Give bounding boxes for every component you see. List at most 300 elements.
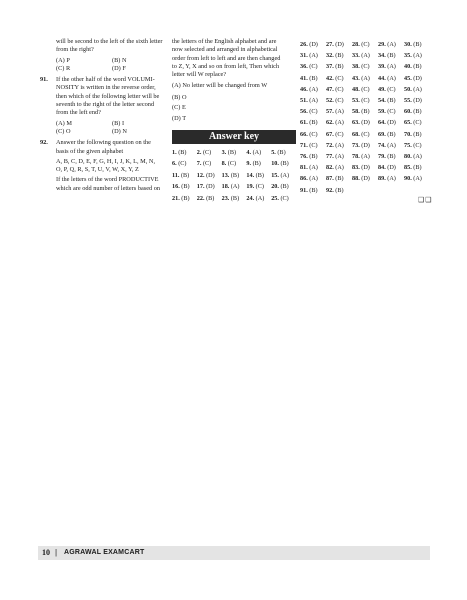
answer-key-column — [300, 40, 430, 196]
answer-key-answer: (C) — [335, 130, 344, 138]
answer-key-answer: (A) — [335, 119, 344, 127]
text-line: then which of the following letter will be — [56, 92, 160, 100]
answer-key-entry — [300, 96, 326, 106]
text-line: will be second to the left of the sixth letter — [56, 38, 163, 45]
answer-key-entry — [271, 148, 296, 159]
answer-key-number: 34. — [378, 52, 386, 60]
answer-key-answer: (B) — [335, 52, 344, 60]
answer-key-entry — [300, 174, 326, 184]
answer-key-answer: (B) — [181, 194, 190, 202]
answer-key-entry — [197, 194, 222, 205]
answer-key-entry — [326, 96, 352, 106]
answer-key-entry — [172, 148, 197, 159]
answer-key-number: 19. — [246, 183, 255, 191]
answer-key-answer: (C) — [309, 63, 318, 71]
option: (D) F — [112, 64, 126, 72]
answer-key-number: 78. — [352, 153, 360, 161]
answer-key-entry — [404, 174, 430, 184]
answer-key-answer: (A) — [230, 183, 240, 191]
answer-key-number: 36. — [300, 63, 308, 71]
answer-key-number: 27. — [326, 41, 334, 48]
answer-key-answer: (D) — [206, 171, 215, 179]
answer-key-answer: (B) — [387, 153, 396, 161]
answer-key-entry — [326, 40, 352, 50]
answer-key-heading: Answer key — [172, 130, 296, 144]
answer-key-answer: (C) — [361, 85, 370, 93]
answer-key-entry — [352, 74, 378, 84]
answer-key-number: 85. — [404, 164, 412, 172]
answer-key-entry — [404, 74, 430, 84]
answer-key-number: 22. — [196, 194, 205, 202]
answer-key-answer: (A) — [335, 141, 344, 149]
option: (A) M — [56, 119, 72, 127]
answer-key-answer: (A) — [387, 175, 396, 183]
text-line: Answer the following question on the — [56, 139, 151, 147]
answer-key-entry — [352, 107, 378, 117]
answer-key-number: 77. — [326, 153, 334, 161]
answer-key-entry — [300, 51, 326, 61]
answer-key-number: 58. — [352, 108, 360, 116]
answer-key-number: 10. — [271, 160, 279, 168]
answer-key-entry — [326, 141, 352, 151]
answer-key-entry — [222, 148, 247, 159]
answer-key-entry — [326, 174, 352, 184]
answer-key-entry — [222, 182, 247, 193]
answer-key-number: 54. — [378, 97, 386, 105]
answer-key-answer: (B) — [277, 148, 286, 156]
answer-key-answer: (C) — [280, 194, 289, 202]
answer-key-answer: (B) — [280, 160, 289, 168]
answer-key-number: 90. — [404, 175, 412, 183]
answer-key-number: 20. — [271, 183, 279, 191]
answer-key-entry — [246, 148, 271, 159]
answer-key-answer: (C) — [335, 74, 344, 82]
answer-key-number: 81. — [300, 164, 308, 172]
answer-key-entry — [172, 171, 197, 182]
option-list — [56, 57, 168, 74]
answer-key-answer: (B) — [309, 153, 318, 161]
answer-key-entry — [300, 40, 326, 50]
text-line: the letters of the English alphabet and are — [172, 38, 277, 45]
text-line: If the other half of the word VOLUMI- — [56, 76, 155, 84]
answer-key-number: 74. — [378, 141, 386, 149]
page-footer — [38, 546, 430, 560]
answer-key-entry — [222, 194, 247, 205]
answer-key-entry — [172, 182, 197, 193]
answer-key-answer: (D) — [361, 164, 370, 172]
answer-key-entry — [300, 163, 326, 173]
answer-key-number: 70. — [404, 130, 412, 138]
answer-key-entry — [300, 118, 326, 128]
answer-key-number: 62. — [326, 119, 334, 127]
answer-key-number: 38. — [352, 63, 360, 71]
answer-key-number: 18. — [221, 183, 230, 191]
answer-key-answer: (A) — [387, 74, 396, 82]
answer-key-entry — [326, 152, 352, 162]
answer-key-number: 60. — [404, 108, 412, 116]
answer-key-number: 5. — [271, 148, 276, 156]
text-line: to Z, Y, X and so on from left, Then which — [172, 62, 280, 70]
answer-key-answer: (B) — [252, 160, 261, 168]
answer-key-number: 68. — [352, 130, 360, 138]
answer-key-answer: (B) — [361, 108, 370, 116]
answer-key-answer: (C) — [309, 141, 318, 149]
answer-key-number: 37. — [326, 63, 334, 71]
answer-key-entry — [271, 159, 296, 170]
answer-key-answer: (D) — [335, 41, 344, 48]
answer-key-entry — [271, 194, 296, 205]
answer-key-entry — [352, 51, 378, 61]
answer-key-number: 88. — [352, 175, 360, 183]
answer-key-answer: (C) — [361, 63, 370, 71]
answer-key-answer: (D) — [413, 97, 422, 105]
answer-key-answer: (B) — [335, 175, 344, 183]
answer-key-answer: (A) — [335, 153, 344, 161]
question-continuation — [56, 38, 168, 55]
option: (A) P — [56, 56, 70, 64]
answer-key-number: 79. — [378, 153, 386, 161]
answer-key-entry — [326, 107, 352, 117]
answer-key-answer: (B) — [413, 164, 422, 172]
answer-key-number: 72. — [326, 141, 334, 149]
answer-key-answer: (B) — [335, 63, 344, 71]
answer-key-answer: (C) — [335, 97, 344, 105]
answer-key-number: 28. — [352, 41, 360, 48]
answer-key-number: 35. — [404, 52, 412, 60]
answer-key-answer: (C) — [255, 183, 264, 191]
answer-key-entry — [352, 174, 378, 184]
answer-key-answer: (A) — [309, 175, 318, 183]
answer-key-number: 9. — [246, 160, 252, 168]
answer-key-entry — [222, 171, 247, 182]
answer-key-number: 71. — [300, 141, 308, 149]
option: (B) I — [112, 119, 125, 127]
answer-key-number: 3. — [221, 148, 227, 156]
answer-key-entry — [378, 96, 404, 106]
question-text — [172, 38, 296, 79]
option: (B) N — [112, 56, 127, 64]
answer-key-answer: (B) — [309, 74, 318, 82]
answer-key-number: 57. — [326, 108, 334, 116]
question-column-1 — [40, 38, 168, 193]
answer-key-number: 69. — [378, 130, 386, 138]
answer-key-number: 56. — [300, 108, 308, 116]
answer-key-answer: (C) — [335, 85, 344, 93]
answer-key-entry — [300, 152, 326, 162]
answer-key-number: 30. — [404, 41, 412, 48]
question-column-2 — [172, 38, 296, 204]
answer-key-answer: (C) — [413, 119, 422, 127]
answer-key-entry — [404, 85, 430, 95]
answer-key-number: 6. — [172, 160, 177, 168]
answer-key-number: 17. — [196, 183, 205, 191]
answer-key-entry — [300, 74, 326, 84]
answer-key-answer: (A) — [252, 148, 262, 156]
answer-key-answer: (B) — [230, 194, 240, 202]
answer-key-answer: (A) — [309, 164, 318, 172]
answer-key-entry — [352, 96, 378, 106]
answer-key-answer: (D) — [361, 119, 370, 127]
answer-key-entry — [378, 107, 404, 117]
answer-key-number: 2. — [196, 148, 202, 156]
answer-key-answer: (A) — [361, 74, 370, 82]
answer-key-entry — [352, 141, 378, 151]
answer-key-entry — [352, 85, 378, 95]
answer-key-answer: (A) — [361, 52, 370, 60]
answer-key-number: 55. — [404, 97, 412, 105]
option: (C) E — [172, 104, 186, 112]
answer-key-number: 86. — [300, 175, 308, 183]
answer-key-entry — [404, 141, 430, 151]
footer-separator: | — [55, 548, 58, 557]
option: (C) R — [56, 64, 71, 72]
answer-key-answer: (B) — [387, 52, 396, 60]
answer-key-entry — [326, 85, 352, 95]
answer-key-entry — [352, 118, 378, 128]
answer-key-number: 25. — [271, 194, 279, 202]
answer-key-answer: (A) — [413, 85, 422, 93]
question-number: 92. — [40, 139, 48, 147]
answer-key-answer: (A) — [280, 171, 290, 179]
answer-key-answer: (C) — [178, 160, 187, 168]
answer-key-entry — [352, 130, 378, 140]
answer-key-entry — [172, 159, 197, 170]
section-end-mark: ❑❑ — [418, 196, 433, 204]
answer-key-number: 67. — [326, 130, 334, 138]
answer-key-entry — [378, 174, 404, 184]
answer-key-entry — [300, 130, 326, 140]
option: (A) No letter will be changed from W — [172, 82, 268, 90]
question-91 — [40, 76, 168, 117]
answer-key-answer: (C) — [387, 85, 396, 93]
answer-key-answer: (B) — [230, 171, 240, 179]
answer-key-answer: (C) — [202, 160, 212, 168]
answer-key-answer: (B) — [413, 108, 422, 116]
answer-key-number: 16. — [172, 183, 180, 191]
option: (D) T — [172, 115, 187, 123]
answer-key-entry — [197, 171, 222, 182]
answer-key-entry — [378, 74, 404, 84]
answer-key-number: 43. — [352, 74, 360, 82]
answer-key-answer: (D) — [206, 183, 215, 191]
answer-key-number: 1. — [172, 148, 177, 156]
question-text — [56, 139, 168, 193]
answer-key-entry — [326, 186, 352, 196]
answer-key-answer: (A) — [387, 141, 396, 149]
answer-key-answer: (B) — [178, 148, 187, 156]
answer-key-entry — [326, 163, 352, 173]
answer-key-entry — [352, 163, 378, 173]
text-line: seventh to the right of the letter second — [56, 101, 155, 109]
answer-key-number: 63. — [352, 119, 360, 127]
answer-key-answer: (A) — [387, 41, 396, 48]
answer-key-answer: (C) — [309, 108, 318, 116]
answer-key-entry — [246, 159, 271, 170]
answer-key-number: 42. — [326, 74, 334, 82]
answer-key-entry — [404, 107, 430, 117]
answer-key-entry — [352, 40, 378, 50]
answer-key-number: 15. — [271, 171, 279, 179]
answer-key-number: 4. — [246, 148, 252, 156]
answer-key-answer: (A) — [335, 164, 344, 172]
answer-key-entry — [172, 194, 197, 205]
answer-key-grid — [300, 40, 430, 196]
answer-key-answer: (D) — [413, 74, 422, 82]
answer-key-entry — [246, 171, 271, 182]
answer-key-answer: (B) — [413, 130, 422, 138]
answer-key-entry — [326, 118, 352, 128]
answer-key-number: 50. — [404, 85, 412, 93]
answer-key-answer: (B) — [335, 186, 344, 194]
brand-logo: AGRAWAL EXAMCART — [64, 549, 145, 556]
answer-key-entry — [246, 182, 271, 193]
answer-key-number: 46. — [300, 85, 308, 93]
answer-key-answer: (B) — [255, 171, 264, 179]
answer-key-entry — [404, 62, 430, 72]
answer-key-entry — [404, 118, 430, 128]
answer-key-entry — [271, 171, 296, 182]
answer-key-entry — [326, 74, 352, 84]
answer-key-number: 80. — [404, 153, 412, 161]
answer-key-answer: (C) — [387, 108, 396, 116]
question-92 — [40, 139, 168, 193]
answer-key-answer: (C) — [361, 97, 370, 105]
answer-key-answer: (B) — [413, 41, 422, 48]
text-line: letter will W replace? — [172, 71, 227, 79]
answer-key-number: 39. — [378, 63, 386, 71]
answer-key-answer: (A) — [309, 85, 318, 93]
answer-key-answer: (B) — [280, 183, 289, 191]
answer-key-answer: (C) — [309, 130, 318, 138]
answer-key-answer: (D) — [309, 41, 318, 48]
text-line: If the letters of the word PRODUCTIVE — [56, 176, 159, 184]
answer-key-entry — [378, 163, 404, 173]
answer-key-number: 48. — [352, 85, 360, 93]
answer-key-entry — [300, 186, 326, 196]
answer-key-entry — [352, 152, 378, 162]
option: (B) O — [172, 93, 187, 101]
answer-key-entry — [300, 107, 326, 117]
answer-key-number: 53. — [352, 97, 360, 105]
answer-key-number: 45. — [404, 74, 412, 82]
answer-key-answer: (B) — [180, 171, 190, 179]
answer-key-answer: (C) — [361, 41, 370, 48]
answer-key-number: 64. — [378, 119, 386, 127]
answer-key-entry — [404, 130, 430, 140]
answer-key-number: 33. — [352, 52, 360, 60]
option: (D) N — [112, 127, 127, 135]
answer-key-entry — [378, 51, 404, 61]
answer-key-entry — [326, 62, 352, 72]
answer-key-entry — [404, 40, 430, 50]
answer-key-entry — [222, 159, 247, 170]
answer-key-number: 29. — [378, 41, 386, 48]
answer-key-number: 41. — [300, 74, 308, 82]
alphabet-line: O, P, Q, R, S, T, U, V, W, X, Y, Z — [56, 166, 139, 174]
answer-key-answer: (B) — [227, 148, 237, 156]
answer-key-answer: (A) — [387, 63, 396, 71]
answer-key-entry — [300, 141, 326, 151]
answer-key-entry — [378, 85, 404, 95]
answer-key-entry — [404, 163, 430, 173]
answer-key-answer: (C) — [413, 141, 422, 149]
answer-key-answer: (A) — [335, 108, 344, 116]
question-text — [56, 76, 168, 117]
answer-key-number: 32. — [326, 52, 334, 60]
answer-key-number: 87. — [326, 175, 334, 183]
answer-key-number: 73. — [352, 141, 360, 149]
answer-key-number: 49. — [378, 85, 386, 93]
text-line: NOSITY is written in the reverse order, — [56, 84, 156, 92]
answer-key-number: 51. — [300, 97, 308, 105]
option-list — [56, 120, 168, 137]
text-line: from the right? — [56, 46, 94, 54]
text-line: from the left end? — [56, 109, 101, 117]
answer-key-number: 91. — [300, 186, 308, 194]
answer-key-answer: (B) — [309, 186, 318, 194]
text-line: which are odd number of letters based on — [56, 184, 161, 192]
answer-key-number: 12. — [196, 171, 205, 179]
answer-key-number: 8. — [221, 160, 227, 168]
answer-key-answer: (A) — [361, 153, 370, 161]
answer-key-entry — [326, 51, 352, 61]
answer-key-answer: (A) — [413, 153, 422, 161]
answer-key-number: 31. — [300, 52, 308, 60]
answer-key-number: 44. — [378, 74, 386, 82]
answer-key-number: 83. — [352, 164, 360, 172]
answer-key-entry — [300, 85, 326, 95]
alphabet-line: A, B, C, D, E, F, G, H, I, J, K, L, M, N, — [56, 157, 156, 165]
answer-key-entry — [378, 62, 404, 72]
answer-key-number: 24. — [246, 194, 255, 202]
answer-key-grid — [172, 148, 296, 205]
answer-key-number: 21. — [172, 194, 180, 202]
answer-key-answer: (A) — [309, 52, 318, 60]
answer-key-entry — [378, 40, 404, 50]
text-line: order from left to left and are then changed — [172, 54, 281, 62]
answer-key-entry — [352, 62, 378, 72]
answer-key-number: 7. — [196, 160, 202, 168]
answer-key-entry — [378, 118, 404, 128]
answer-key-number: 61. — [300, 119, 308, 127]
answer-key-entry — [378, 141, 404, 151]
answer-key-entry — [378, 152, 404, 162]
answer-key-number: 13. — [221, 171, 230, 179]
answer-key-number: 75. — [404, 141, 412, 149]
answer-key-answer: (D) — [361, 141, 370, 149]
answer-key-number: 59. — [378, 108, 386, 116]
answer-key-answer: (A) — [413, 175, 422, 183]
answer-key-answer: (D) — [361, 175, 370, 183]
answer-key-number: 40. — [404, 63, 412, 71]
answer-key-number: 47. — [326, 85, 334, 93]
answer-key-entry — [271, 182, 296, 193]
answer-key-answer: (C) — [202, 148, 212, 156]
answer-key-entry — [300, 62, 326, 72]
answer-key-answer: (B) — [181, 183, 190, 191]
answer-key-answer: (B) — [413, 63, 422, 71]
answer-key-entry — [378, 130, 404, 140]
answer-key-number: 84. — [378, 164, 386, 172]
answer-key-entry — [197, 182, 222, 193]
answer-key-number: 82. — [326, 164, 334, 172]
answer-key-entry — [404, 51, 430, 61]
answer-key-answer: (A) — [309, 97, 318, 105]
answer-key-entry — [197, 148, 222, 159]
answer-key-number: 23. — [221, 194, 230, 202]
answer-key-number: 65. — [404, 119, 412, 127]
answer-key-answer: (B) — [387, 97, 396, 105]
